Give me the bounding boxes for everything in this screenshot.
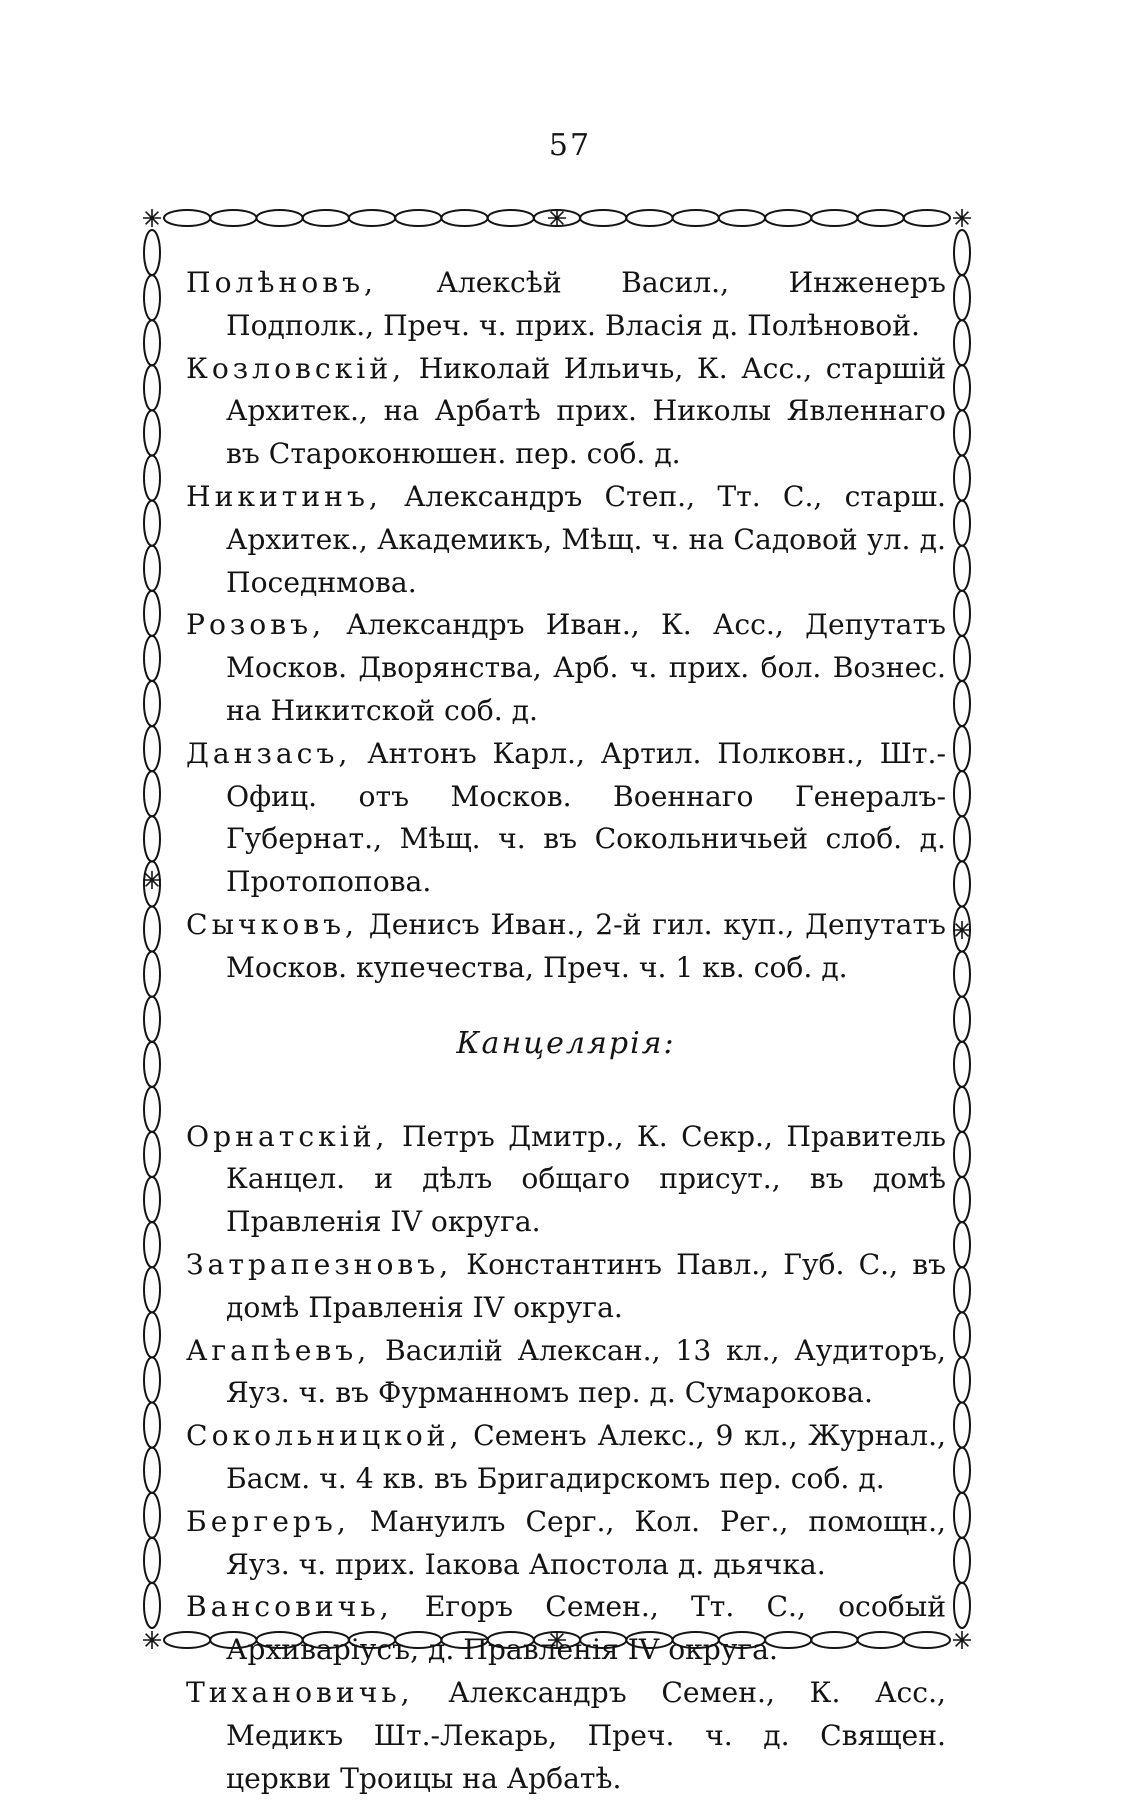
directory-entry	[186, 1501, 946, 1587]
entry-surname: Сычковъ,	[186, 907, 358, 941]
entry-text: Алексѣй Васил., Инженеръ Подполк., Преч. ч. прих. Власія д. Полѣновой.	[226, 266, 946, 342]
entry-text: Александръ Семен., К. Асс., Медикъ Шт.-Лекарь, Преч. ч. д. Священ. церкви Троицы на Арбатѣ.	[226, 1675, 946, 1795]
entry-text: Александръ Степ., Тт. С., старш. Архитек., Академикъ, Мѣщ. ч. на Садовой ул. д. Поседнмова.	[226, 479, 946, 599]
entry-text: Семенъ Алекс., 9 кл., Журнал., Басм. ч. 4 кв. въ Бригадирскомъ пер. соб. д.	[226, 1419, 946, 1495]
entry-surname: Вансовичь,	[186, 1590, 393, 1624]
directory-entry	[186, 476, 946, 604]
entry-surname: Бергеръ,	[186, 1504, 350, 1538]
entry-surname: Орнатскій,	[186, 1119, 389, 1153]
directory-entry	[186, 262, 946, 348]
directory-entry	[186, 1330, 946, 1416]
directory-entry	[186, 1244, 946, 1330]
entry-text: Василій Алексан., 13 кл., Аудиторъ, Яуз. ч. въ Фурманномъ пер. д. Сумарокова.	[226, 1333, 946, 1410]
directory-entry	[186, 348, 946, 476]
directory-entry	[186, 604, 946, 732]
directory-entry	[186, 1672, 946, 1800]
directory-entry	[186, 904, 946, 990]
section-title: Канцелярія:	[456, 1025, 676, 1061]
entry-text: Мануилъ Серг., Кол. Рег., помощн., Яуз. ч. прих. Іакова Апостола д. дьячка.	[226, 1504, 946, 1581]
entries-top	[186, 262, 946, 990]
entry-text: Константинъ Павл., Губ. С., въ домѣ Правленія IV округа.	[226, 1247, 946, 1324]
directory-entry	[186, 1116, 946, 1244]
entry-text: Денисъ Иван., 2-й гил. куп., Депутатъ Москов. купечества, Преч. ч. 1 кв. соб. д.	[226, 907, 946, 984]
entry-surname: Розовъ,	[186, 608, 326, 642]
entry-text: Александръ Иван., К. Асс., Депутатъ Москов. Дворянства, Арб. ч. прих. бол. Вознес. на Никитской соб. д.	[226, 608, 946, 727]
entry-text: Петръ Дмитр., К. Секр., Правитель Канцел. и дѣлъ общаго присут., въ домѣ Правленія IV округа.	[226, 1119, 946, 1239]
entry-surname: Данзасъ,	[186, 736, 352, 770]
directory-entry	[186, 733, 946, 904]
entry-surname: Сокольницкой,	[186, 1419, 463, 1453]
directory-entry	[186, 1415, 946, 1501]
entry-surname: Тихановичь,	[186, 1675, 414, 1709]
entry-surname: Козловскій,	[186, 351, 406, 385]
entries-bottom	[186, 1116, 946, 1800]
entry-text: Николай Ильичь, К. Асс., старшій Архитек., на Арбатѣ прих. Николы Явленнаго въ Староконюшен. пер. соб. д.	[226, 351, 946, 471]
entry-surname: Никитинъ,	[186, 479, 382, 513]
page-content	[186, 262, 946, 1800]
directory-entry	[186, 1586, 946, 1672]
entry-surname: Полѣновъ,	[186, 266, 377, 299]
page-number: 57	[548, 128, 592, 163]
entry-surname: Затрапезновъ,	[186, 1247, 453, 1281]
entry-surname: Агапѣевъ,	[186, 1333, 371, 1367]
entry-text: Антонъ Карл., Артил. Полковн., Шт.-Офиц. отъ Москов. Военнаго Генералъ-Губернат., Мѣщ. ч. въ Сокольничьей слоб. д. Протопопова.	[226, 736, 946, 899]
entry-text: Егоръ Семен., Тт. С., особый Архиваріусъ, д. Правленія IV округа.	[226, 1590, 946, 1667]
